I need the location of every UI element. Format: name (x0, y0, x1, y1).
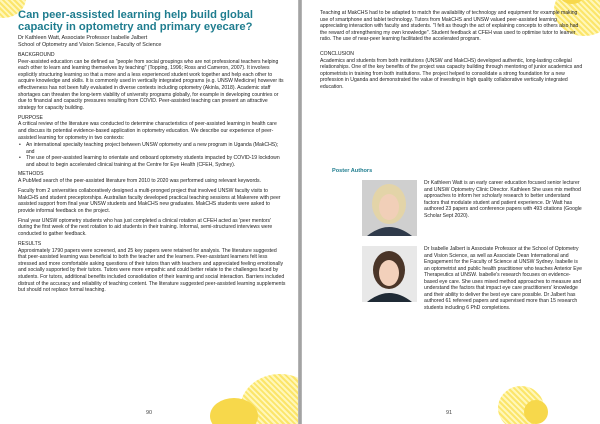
results-heading: RESULTS (18, 241, 42, 247)
author-photo-jalbert (362, 246, 417, 302)
methods-heading: METHODS (18, 171, 44, 178)
background-paragraph: Peer-assisted education can be defined as "people from social groupings who are not professional teachers helping each other to learn and learning themselves by teaching" (Topping, 1996; Ross and Cameron, 2007). It involves explicitly structuring learning so that a more and a less experienced student work together and help each other to acquire knowledge and skills. It is commonly used in vertically integrated programs (e.g. UNSW Medicine) however its effectiveness has not been fully evaluated in diverse contexts including optometry (Akinla, 2018). Academic staff shortages can threaten the long-term viability of university programs globally, for example in developing countries or due to financial and capacity pressures resulting from COVID. Peer-assisted teaching can present an attractive strategy for capacity building. (18, 58, 284, 111)
methods-paragraph-3: Final year UNSW optometry students who has just completed a clinical rotation at CFEH acted as 'peer mentors' during the first week of the next rotation to aid students in their training. Informal, semi-structured interviews were conducted to gather feedback. (18, 217, 273, 238)
authors-block (18, 35, 288, 49)
page-number: 90 (146, 410, 153, 416)
decorative-yellow-blob (524, 400, 548, 424)
conclusion-heading: CONCLUSION (320, 50, 354, 57)
poster-authors-heading: Poster Authors (332, 168, 373, 174)
results-paragraph: Approximately 1790 papers were screened, and 25 key papers were retained for analysis. The literature suggested that peer-assisted learning was beneficial to both the teacher and the learners. Peer-assistant learners felt less stressed and more comfortable asking questions of their tutors than with teachers and appreciated feeling emotionally and socially supported by their tutors. Tutors were more empathic and could better relate to the challenges faced by students. For tutors, additional benefits included consolidation of their learning and social interaction. Barriers included distrust of the accuracy and reliability of teaching content. The literature suggested peer-assisted learning supplements but should not replace formal teaching. (18, 247, 286, 294)
background-heading: BACKGROUND (18, 52, 55, 58)
results-continued-paragraph: Teaching at MakCHS had to be adapted to match the availability of technology and equipment for example making use of smartphone and tablet technology. Tutors from MakCHS and UNSW valued peer-assisted learning appreciating interaction with faculty and students. "I felt as though the act of explaining concepts to others also had the reward of strengthening my own knowledge". Student feedback at CFEH was used to optimise tutor to learner ratio. The use of near-peer learning facilitated the accelerated program. (320, 10, 579, 43)
author-names: Dr Kathleen Watt, Associate Professor Isabelle Jalbert (18, 35, 148, 41)
list-item: • The use of peer-assisted learning to orientate and onboard optometry students impacted by COVID-19 lockdown and about to begin accelerated clinical training at the Centre for Eye Health (CFEH, Sydney). (18, 155, 286, 168)
portrait-image (362, 246, 417, 302)
list-item: • An international specialty teaching project between UNSW optometry and a new program in Uganda (MakCHS); and (18, 142, 286, 155)
author-bio-jalbert: Dr Isabelle Jalbert is Associate Professor at the School of Optometry and Vision Science, as well as Associate Dean International and Engagement for the Faculty of Science at UNSW Sydney. Isabelle is an optometrist and public health practitioner who teaches Anterior Eye Therapeutics at UNSW. Isabelle's research focuses on evidence-based eye care. She uses mixed method approaches to measure and understand the factors that impact eye care practitioners' knowledge and their ability to deliver the best eye care possible. Dr Jalbert has authored 61 refereed papers and supervised more than 15 research students including 6 PhD completions. (424, 246, 582, 311)
purpose-list (18, 142, 286, 168)
left-page (0, 0, 298, 424)
methods-paragraph-1: A PubMed search of the peer-assisted literature from 2010 to 2020 was performed using relevant keywords. (18, 178, 261, 185)
portrait-image (362, 180, 417, 236)
left-body-column (18, 52, 286, 297)
author-bio-watt: Dr Kathleen Watt is an early career education focused senior lecturer and UNSW Optometry Clinic Director. Kathleen She uses mix method approaches to inform her scholarly research to better understand factors that modulate student and patient experience. Dr Watt has authored 23 papers and conference papers with 493 citations (Google Scholar Sept 2020). (424, 180, 582, 219)
methods-paragraph-2: Faculty from 2 universities collaboratively designed a multi-pronged project that involved UNSW faculty visits to MakCHS and student preceptorships. Australian faculty developed practical teaching sessions at Makerere with peer assisted support from final year UNSW students and MakCHS new graduates. MakCHS students were asked to provide informal feedback on the project. (18, 188, 281, 214)
author-affiliation: School of Optometry and Vision Science, Faculty of Science (18, 42, 162, 48)
right-page (302, 0, 600, 424)
page-number: 91 (446, 410, 453, 416)
conclusion-paragraph: Academics and students from both institutions (UNSW and MakCHS) developed authentic, long-lasting collegial relationships. One of the key benefits of the project was capacity building through mentoring of junior academics and optometrists in training from both institutions. The project helped to consolidate a strong foundation for a new profession in Uganda and demonstrated the value of investing in high quality collaborative vertically integrated education. (320, 57, 583, 90)
right-body-column (320, 10, 584, 94)
purpose-heading: PURPOSE (18, 114, 43, 121)
article-title: Can peer-assisted learning help build global capacity in optometry and primary eyecare? (18, 9, 253, 33)
author-photo-watt (362, 180, 417, 236)
purpose-paragraph: A critical review of the literature was conducted to determine characteristics of peer-assisted learning in health care and discuss its potential evidence-based application in optometry education. We describe our experience of peer-assisted learning for optometry in two contexts: (18, 121, 277, 141)
